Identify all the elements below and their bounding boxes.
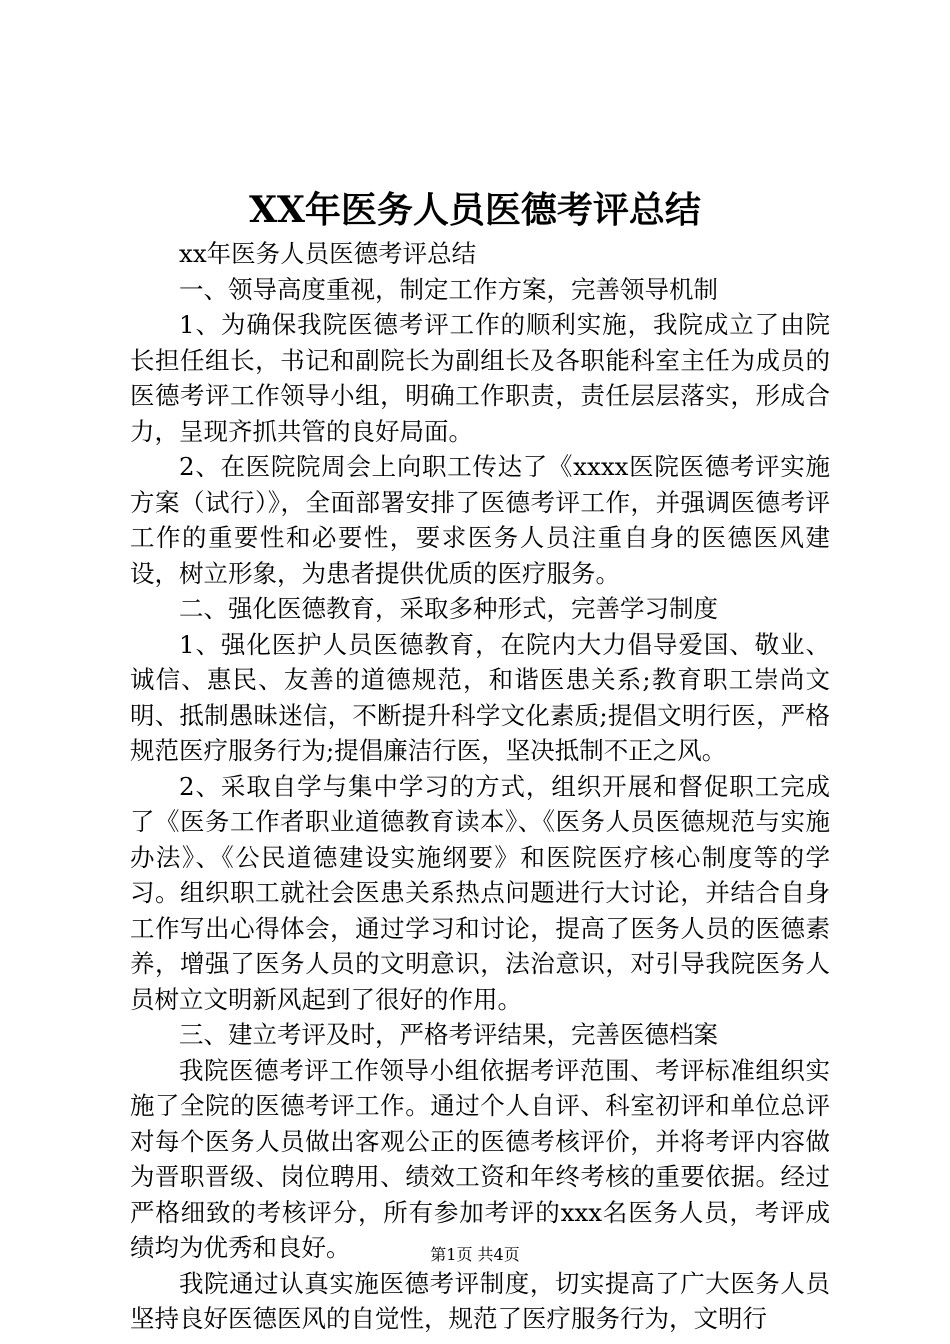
page-number-footer: 第1页 共4页 (430, 1245, 520, 1264)
paragraph-section-2-item-2: 2、采取自学与集中学习的方式，组织开展和督促职工完成了《医务工作者职业道德教育读本》、《医务人员医德规范与实施办法》、《公民道德建设实施纲要》和医院医疗核心制度等的学习。组织职工就社会医患关系热点问题进行大讨论，并结合自身工作写出心得体会，通过学习和讨论，提高了医务人员的医德素养，增强了医务人员的文明意识，法治意识，对引导我院医务人员树立文明新风起到了很好的作用。 (130, 771, 830, 1014)
document-body (130, 236, 830, 1337)
paragraph-section-2-heading: 二、强化医德教育，采取多种形式，完善学习制度 (179, 594, 718, 623)
paragraph-section-3-body-1: 我院医德考评工作领导小组依据考评范围、考评标准组织实施了全院的医德考评工作。通过个人自评、科室初评和单位总评对每个医务人员做出客观公正的医德考核评价，并将考评内容做为晋职晋级、岗位聘用、绩效工资和年终考核的重要依据。经过严格细致的考核评分，所有参加考评的xxx名医务人员，考评成绩均为优秀和良好。 (130, 1055, 830, 1262)
paragraph-section-3-body-2: 我院通过认真实施医德考评制度，切实提高了广大医务人员坚持良好医德医风的自觉性，规范了医疗服务行为，文明行 (130, 1268, 830, 1333)
paragraph-section-3-heading: 三、建立考评及时，严格考评结果，完善医德档案 (179, 1020, 718, 1049)
paragraph-section-2-item-1: 1、强化医护人员医德教育，在院内大力倡导爱国、敬业、诚信、惠民、友善的道德规范，和谐医患关系;教育职工崇尚文明、抵制愚昧迷信，不断提升科学文化素质;提倡文明行医，严格规范医疗服务行为;提倡廉洁行医，坚决抵制不正之风。 (130, 629, 830, 765)
paragraph-section-1-heading: 一、领导高度重视，制定工作方案，完善领导机制 (179, 274, 718, 304)
document-title: XX年医务人员医德考评总结 (249, 189, 701, 231)
paragraph-doc-subtitle: xx年医务人员医德考评总结 (179, 239, 477, 268)
paragraph-section-1-item-2: 2、在医院院周会上向职工传达了《xxxx医院医德考评实施方案（试行）》，全面部署安排了医德考评工作，并强调医德考评工作的重要性和必要性，要求医务人员注重自身的医德医风建设，树立形象，为患者提供优质的医疗服务。 (130, 452, 830, 588)
paragraph-section-1-item-1: 1、为确保我院医德考评工作的顺利实施，我院成立了由院长担任组长，书记和副院长为副组长及各职能科室主任为成员的医德考评工作领导小组，明确工作职责，责任层层落实，形成合力，呈现齐抓共管的良好局面。 (130, 310, 830, 446)
